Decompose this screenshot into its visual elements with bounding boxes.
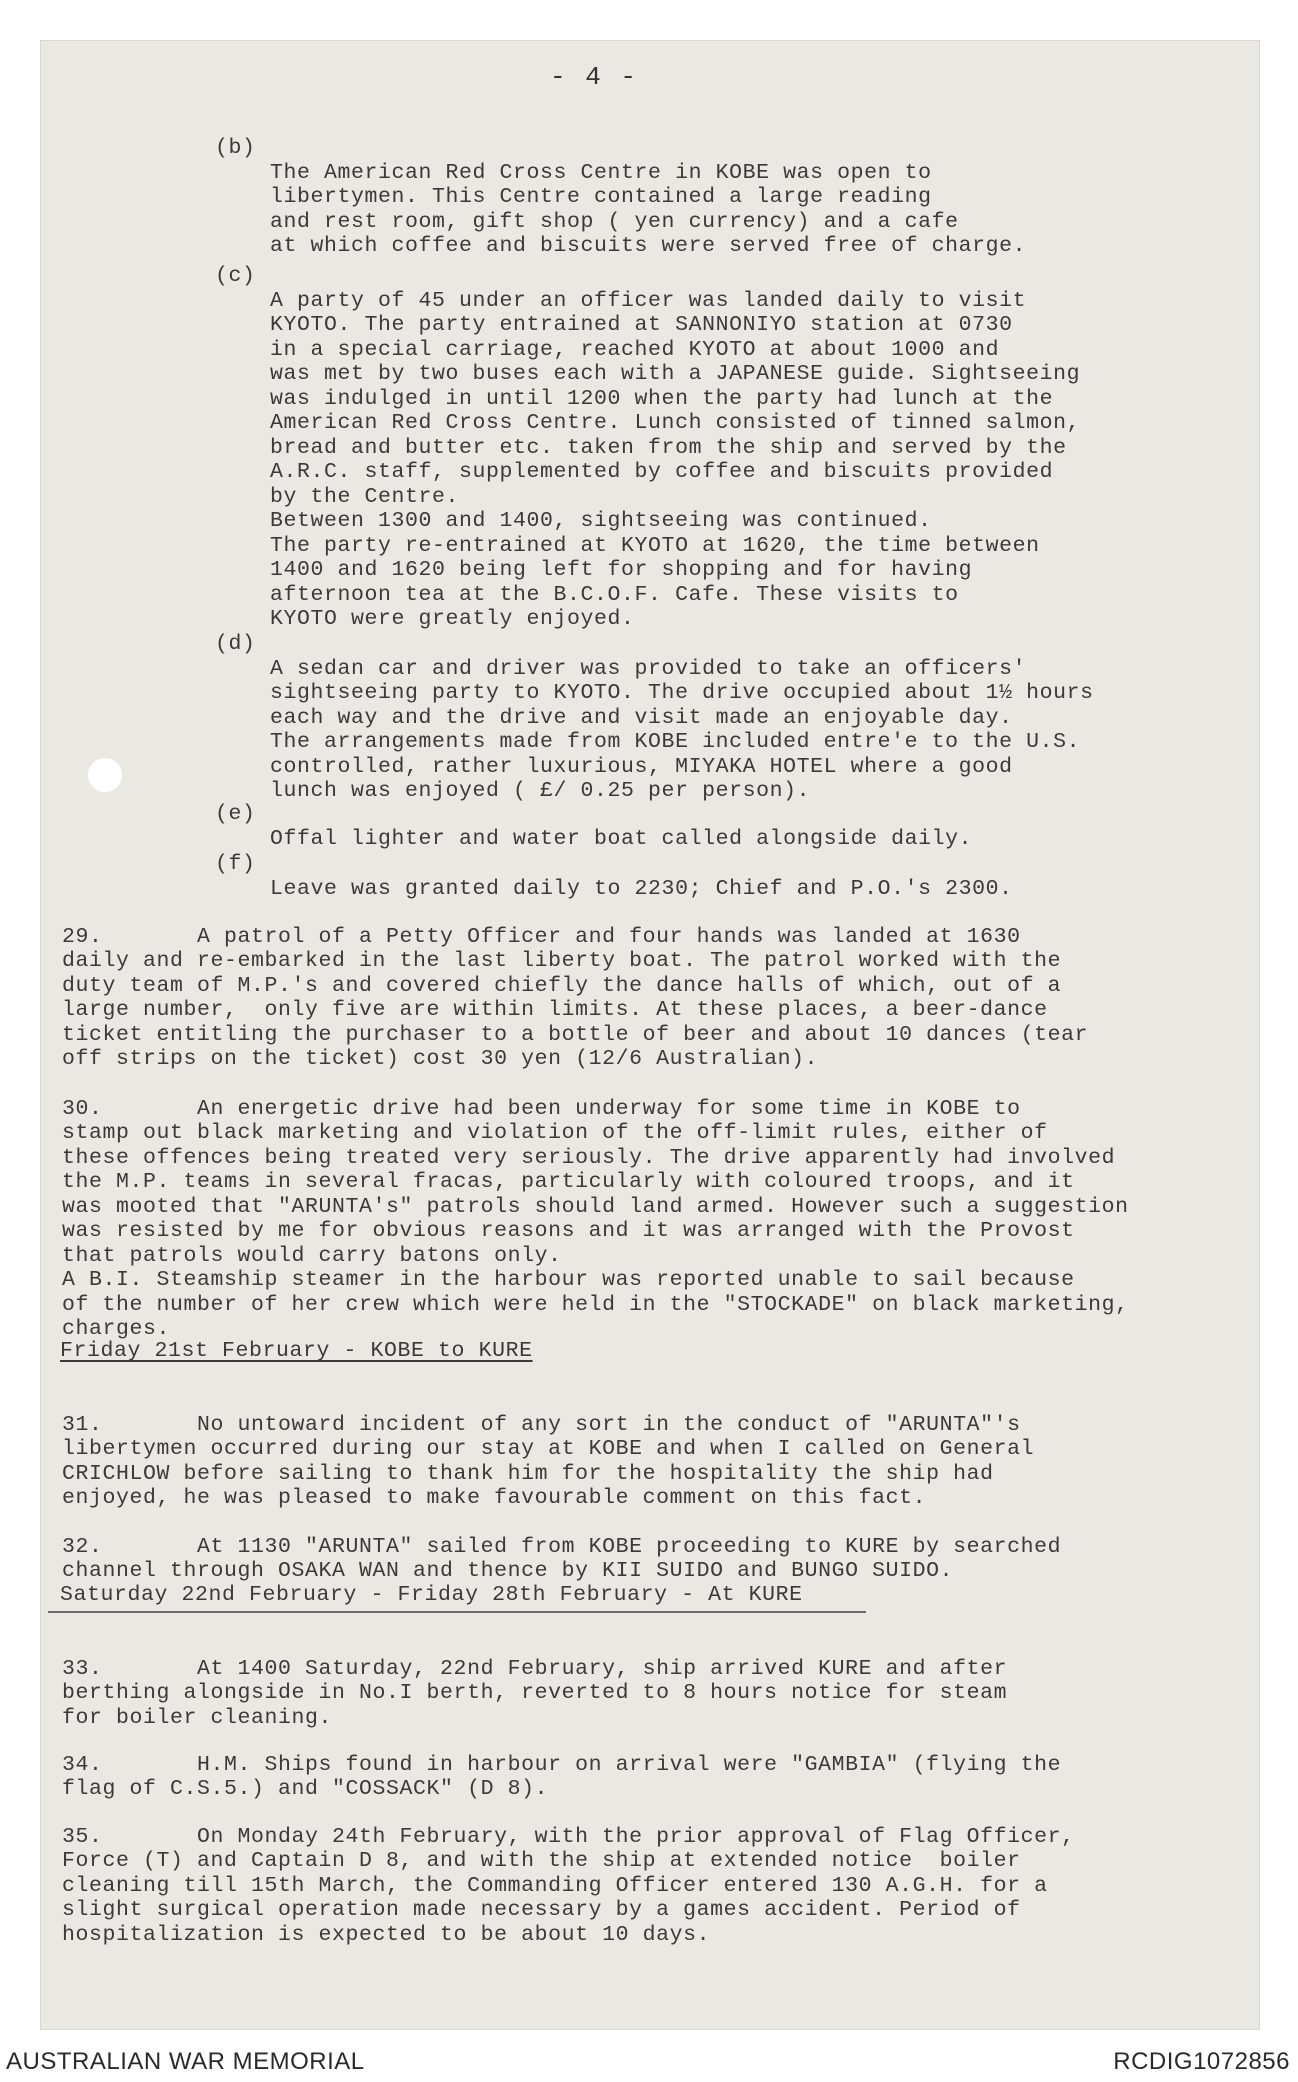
text-line: of the number of her crew which were held in the "STOCKADE" on black marketing, <box>62 1292 1129 1317</box>
text-line: sightseeing party to KYOTO. The drive occupied about 1½ hours <box>270 681 1094 705</box>
text-line: in a special carriage, reached KYOTO at about 1000 and <box>270 337 1000 362</box>
text-line: A B.I. Steamship steamer in the harbour was reported unable to sail because <box>62 1268 1075 1292</box>
text-line: for boiler cleaning. <box>62 1705 333 1730</box>
paragraph-32 <box>62 1510 1061 1584</box>
subitem-e-label: (e) <box>215 802 256 826</box>
text-line: afternoon tea at the B.C.O.F. Cafe. These visits to <box>270 582 959 607</box>
text-line: enjoyed, he was pleased to make favourable comment on this fact. <box>62 1486 927 1510</box>
text-line: A sedan car and driver was provided to take an officers' <box>270 656 1027 681</box>
text-line: CRICHLOW before sailing to thank him for the hospitality the ship had <box>62 1461 994 1486</box>
subitem-d-label: (d) <box>215 632 256 656</box>
subitem-b-label: (b) <box>215 136 256 160</box>
text-line: The arrangements made from KOBE included entre'e to the U.S. <box>270 730 1081 754</box>
text-line: daily and re-embarked in the last liberty boat. The patrol worked with the <box>62 949 1062 973</box>
text-line: these offences being treated very seriously. The drive apparently had involved <box>62 1145 1116 1170</box>
text-line: American Red Cross Centre. Lunch consisted of tinned salmon, <box>270 411 1081 435</box>
text-line: 34. H.M. Ships found in harbour on arrival were "GAMBIA" (flying the <box>62 1752 1062 1777</box>
text-line: was indulged in until 1200 when the party had lunch at the <box>270 386 1054 411</box>
paragraph-30 <box>62 1072 1129 1342</box>
paragraph-33 <box>62 1632 1007 1730</box>
text-line: A party of 45 under an officer was landed daily to visit <box>270 288 1027 313</box>
text-line: duty team of M.P.'s and covered chiefly the dance halls of which, out of a <box>62 973 1062 998</box>
section-heading-kobe-to-kure: Friday 21st February - KOBE to KURE <box>60 1339 533 1363</box>
text-line: KYOTO. The party entrained at SANNONIYO station at 0730 <box>270 313 1013 337</box>
text-line: 30. An energetic drive had been underway for some time in KOBE to <box>62 1096 1021 1121</box>
text-line: the M.P. teams in several fracas, particularly with coloured troops, and it <box>62 1170 1075 1194</box>
subitem-f-text <box>270 852 1013 901</box>
text-line: large number, only five are within limits. At these places, a beer-dance <box>62 998 1048 1022</box>
footer-archive-name: AUSTRALIAN WAR MEMORIAL <box>6 2048 365 2075</box>
text-line: KYOTO were greatly enjoyed. <box>270 607 635 631</box>
punch-hole <box>88 758 122 792</box>
text-line: berthing alongside in No.I berth, reverted to 8 hours notice for steam <box>62 1681 1008 1705</box>
text-line: stamp out black marketing and violation of the off-limit rules, either of <box>62 1121 1048 1145</box>
section-heading-at-kure: Saturday 22nd February - Friday 28th February - At KURE <box>60 1583 803 1607</box>
text-line: libertymen. This Centre contained a large reading <box>270 185 932 209</box>
text-line: charges. <box>62 1317 171 1341</box>
text-line: off strips on the ticket) cost 30 yen (12/6 Australian). <box>62 1047 819 1071</box>
text-line: The American Red Cross Centre in KOBE was open to <box>270 160 932 185</box>
text-line: 1400 and 1620 being left for shopping and for having <box>270 558 973 582</box>
text-line: channel through OSAKA WAN and thence by KII SUIDO and BUNGO SUIDO. <box>62 1559 954 1583</box>
paragraph-35 <box>62 1800 1075 1947</box>
text-line: controlled, rather luxurious, MIYAKA HOTEL where a good <box>270 754 1013 779</box>
text-line: Between 1300 and 1400, sightseeing was continued. <box>270 509 932 533</box>
text-line: 29. A patrol of a Petty Officer and four hands was landed at 1630 <box>62 924 1021 949</box>
text-line: was resisted by me for obvious reasons and it was arranged with the Provost <box>62 1219 1075 1243</box>
text-line: hospitalization is expected to be about 10 days. <box>62 1922 711 1947</box>
text-line: Offal lighter and water boat called alongside daily. <box>270 826 973 851</box>
text-line: lunch was enjoyed ( £/ 0.25 per person). <box>270 779 811 803</box>
text-line: Leave was granted daily to 2230; Chief and P.O.'s 2300. <box>270 876 1013 901</box>
paragraph-29 <box>62 900 1088 1072</box>
text-line: 32. At 1130 "ARUNTA" sailed from KOBE proceeding to KURE by searched <box>62 1534 1062 1559</box>
text-line: flag of C.S.5.) and "COSSACK" (D 8). <box>62 1777 549 1801</box>
text-line: ticket entitling the purchaser to a bottle of beer and about 10 dances (tear <box>62 1022 1089 1047</box>
text-line: cleaning till 15th March, the Commanding Officer entered 130 A.G.H. for a <box>62 1873 1048 1898</box>
subitem-e-text <box>270 802 972 851</box>
text-line: 33. At 1400 Saturday, 22nd February, ship arrived KURE and after <box>62 1656 1008 1681</box>
text-line: was mooted that "ARUNTA's" patrols should land armed. However such a suggestion <box>62 1194 1129 1219</box>
text-line: libertymen occurred during our stay at KOBE and when I called on General <box>62 1437 1035 1461</box>
page-number: - 4 - <box>550 62 639 92</box>
paragraph-31 <box>62 1388 1034 1511</box>
heading-underline <box>48 1611 866 1613</box>
text-line: and rest room, gift shop ( yen currency) and a cafe <box>270 209 959 234</box>
text-line: 35. On Monday 24th February, with the prior approval of Flag Officer, <box>62 1824 1075 1849</box>
footer-document-id: RCDIG1072856 <box>1113 2048 1290 2075</box>
text-line: that patrols would carry batons only. <box>62 1243 562 1268</box>
text-line: Force (T) and Captain D 8, and with the ship at extended notice boiler <box>62 1849 1021 1873</box>
text-line: A.R.C. staff, supplemented by coffee and biscuits provided <box>270 460 1054 484</box>
subitem-d-text <box>270 632 1094 804</box>
text-line: bread and butter etc. taken from the ship and served by the <box>270 435 1067 460</box>
text-line: each way and the drive and visit made an enjoyable day. <box>270 705 1013 730</box>
text-line: slight surgical operation made necessary by a games accident. Period of <box>62 1898 1021 1922</box>
text-line: 31. No untoward incident of any sort in the conduct of "ARUNTA"'s <box>62 1412 1021 1437</box>
subitem-c-text <box>270 264 1080 632</box>
subitem-f-label: (f) <box>215 852 256 876</box>
text-line: The party re-entrained at KYOTO at 1620, the time between <box>270 533 1040 558</box>
subitem-c-label: (c) <box>215 264 256 288</box>
paragraph-34 <box>62 1728 1061 1802</box>
subitem-b-text <box>270 136 1026 259</box>
text-line: was met by two buses each with a JAPANESE guide. Sightseeing <box>270 362 1081 386</box>
text-line: at which coffee and biscuits were served free of charge. <box>270 234 1027 258</box>
text-line: by the Centre. <box>270 484 460 509</box>
